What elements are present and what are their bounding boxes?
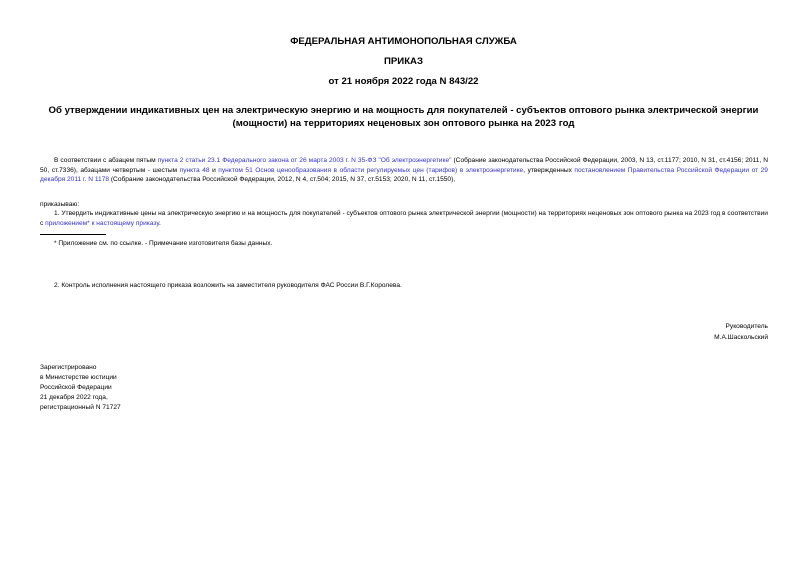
preamble-paragraph — [40, 156, 768, 185]
doc-title: Об утверждении индикативных цен на электрическую энергию и на мощность для покупателей - субъектов оптового рынка электрической энергии (мощности) на территориях неценовых зон оптового рынка на 2023 год — [48, 105, 759, 129]
point-48-link[interactable]: пункта 48 — [179, 166, 210, 174]
item-1-text-2: . — [158, 219, 161, 227]
law-link[interactable]: пункта 2 статьи 23.1 Федерального закона от 26 марта 2003 г. N 35-ФЗ "Об электроэнергетике" — [157, 157, 452, 164]
signature-position: Руководитель — [725, 323, 768, 330]
agency-name: ФЕДЕРАЛЬНАЯ АНТИМОНОПОЛЬНАЯ СЛУЖБА — [290, 36, 517, 47]
doc-date-number: от 21 ноября 2022 года N 843/22 — [328, 76, 479, 87]
footnote: * Приложение см. по ссылке. - Примечание изготовителя базы данных. — [54, 240, 273, 247]
registration-block — [40, 363, 240, 413]
item-1-paragraph — [40, 209, 768, 228]
signature-name: М.А.Шаскольский — [714, 334, 768, 341]
doc-type: ПРИКАЗ — [384, 56, 423, 67]
registration-line-3: Российской Федерации — [40, 384, 112, 391]
footnote-divider — [40, 234, 106, 235]
order-word: приказываю: — [40, 201, 80, 208]
preamble-text-1: В соответствии с абзацем пятым — [54, 157, 158, 164]
registration-line-2: в Министерстве юстиции — [40, 374, 117, 381]
registration-line-5: регистрационный N 71727 — [40, 404, 121, 411]
item-1-text-1: 1. Утвердить индикативные цены на электрическую энергию и на мощность для покупателей - субъектов оптового рынка электрической энергии (мощности) на территориях неценовых зон оптового рынка на 2023 год в соответствии с — [40, 210, 768, 227]
preamble-text-4: , утвержденных — [523, 166, 575, 174]
preamble-text-3: и — [209, 166, 219, 174]
preamble-text-2: (Собрание законодательства Российской Федерации, 2003, N 13, ст.1177; 2010, N 31, ст.4156; 2011, N 50, ст.7336), абзацами четвертым - шестым — [40, 157, 768, 174]
registration-line-1: Зарегистрировано — [40, 364, 97, 371]
government-decree-link[interactable]: постановлением Правительства Российской Федерации от 29 декабря 2011 г. N 1178 — [40, 166, 768, 184]
item-2-paragraph: 2. Контроль исполнения настоящего приказа возложить на заместителя руководителя ФАС России В.Г.Королева. — [54, 282, 402, 289]
registration-line-4: 21 декабря 2022 года, — [40, 394, 108, 401]
pricing-basics-link[interactable]: пунктом 51 Основ ценообразования в области регулируемых цен (тарифов) в электроэнергетике — [218, 166, 524, 174]
preamble-text-5: (Собрание законодательства Российской Федерации, 2012, N 4, ст.504; 2015, N 37, ст.5153; 2020, N 11, ст.1550), — [109, 176, 456, 184]
appendix-link[interactable]: приложением* к настоящему приказу — [45, 219, 159, 227]
